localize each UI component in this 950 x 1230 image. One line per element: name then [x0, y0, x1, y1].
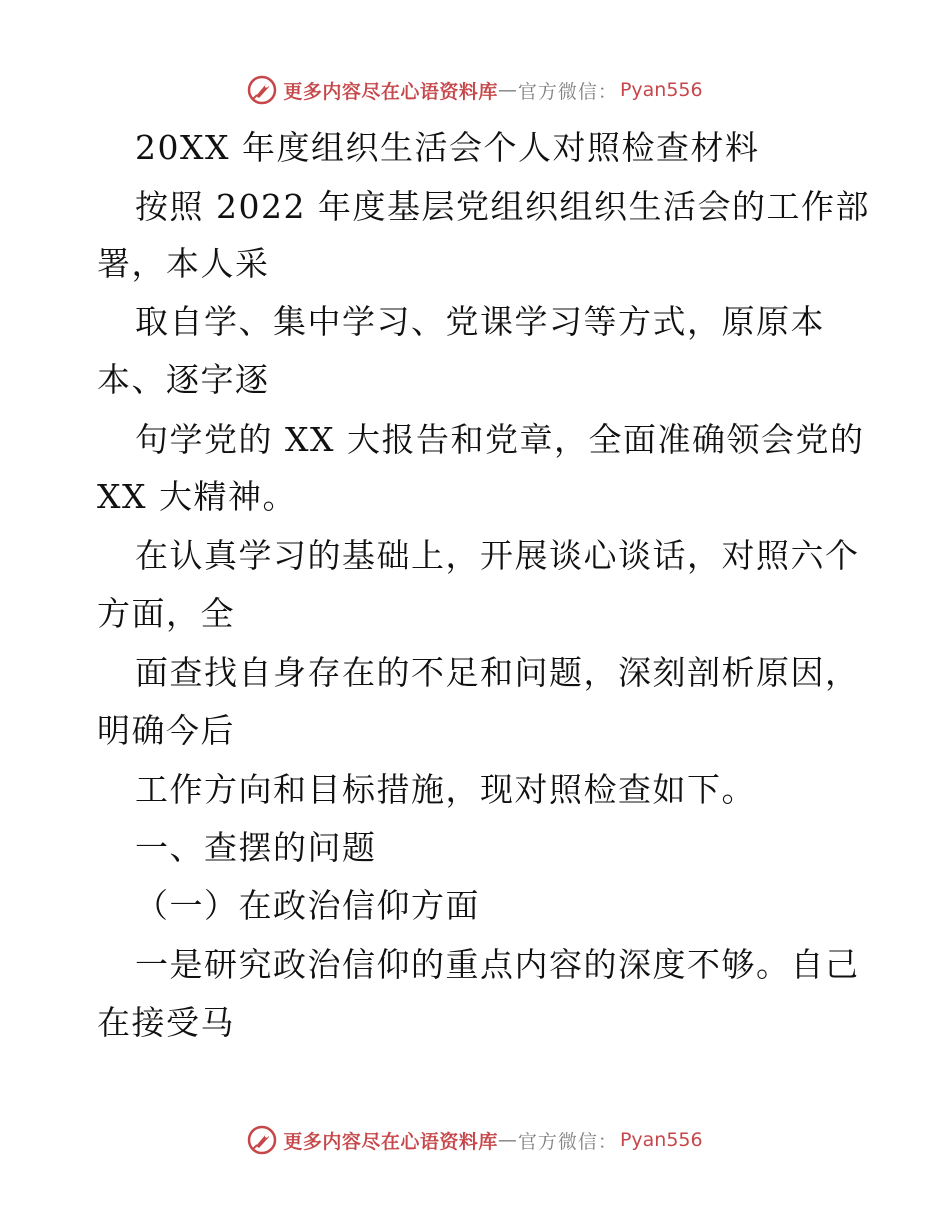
paragraph-line: XX 大精神。 [97, 477, 297, 516]
watermark-label: 官方微信： [517, 1130, 618, 1153]
pen-nib-logo-icon [247, 75, 277, 105]
watermark-header [0, 70, 950, 110]
paragraph-line: 按照 2022 年度基层党组织组织生活会的工作部 [135, 187, 870, 226]
paragraph-line: 一是研究政治信仰的重点内容的深度不够。自己 [135, 945, 860, 984]
paragraph-line: 在接受马 [97, 1003, 235, 1042]
watermark-footer [0, 1120, 950, 1160]
watermark-dash: — [497, 1129, 518, 1151]
paragraph-line: 方面，全 [97, 594, 235, 633]
section-heading: 一、查摆的问题 [135, 828, 377, 867]
paragraph-line: 明确今后 [97, 711, 235, 750]
watermark-site: 更多内容尽在心语资料库 [283, 1130, 498, 1153]
watermark-site: 更多内容尽在心语资料库 [283, 80, 498, 103]
paragraph-line: 句学党的 XX 大报告和党章，全面准确领会党的 [135, 420, 865, 459]
paragraph-line: 工作方向和目标措施，现对照检查如下。 [135, 770, 756, 809]
paragraph-line: 在认真学习的基础上，开展谈心谈话，对照六个 [135, 536, 860, 575]
watermark-label: 官方微信： [517, 80, 618, 103]
paragraph-line: 本、逐字逐 [97, 360, 270, 399]
pen-nib-logo-icon [247, 1125, 277, 1155]
subsection-heading: （一）在政治信仰方面 [135, 886, 480, 925]
watermark-dash: — [497, 79, 518, 101]
document-title: 20XX 年度组织生活会个人对照检查材料 [135, 128, 760, 167]
paragraph-line: 面查找自身存在的不足和问题，深刻剖析原因， [135, 653, 860, 692]
paragraph-line: 署，本人采 [97, 244, 270, 283]
watermark-wechat-id: Pyan556 [619, 1129, 703, 1151]
watermark-wechat-id: Pyan556 [619, 79, 703, 101]
paragraph-line: 取自学、集中学习、党课学习等方式，原原本 [135, 302, 825, 341]
